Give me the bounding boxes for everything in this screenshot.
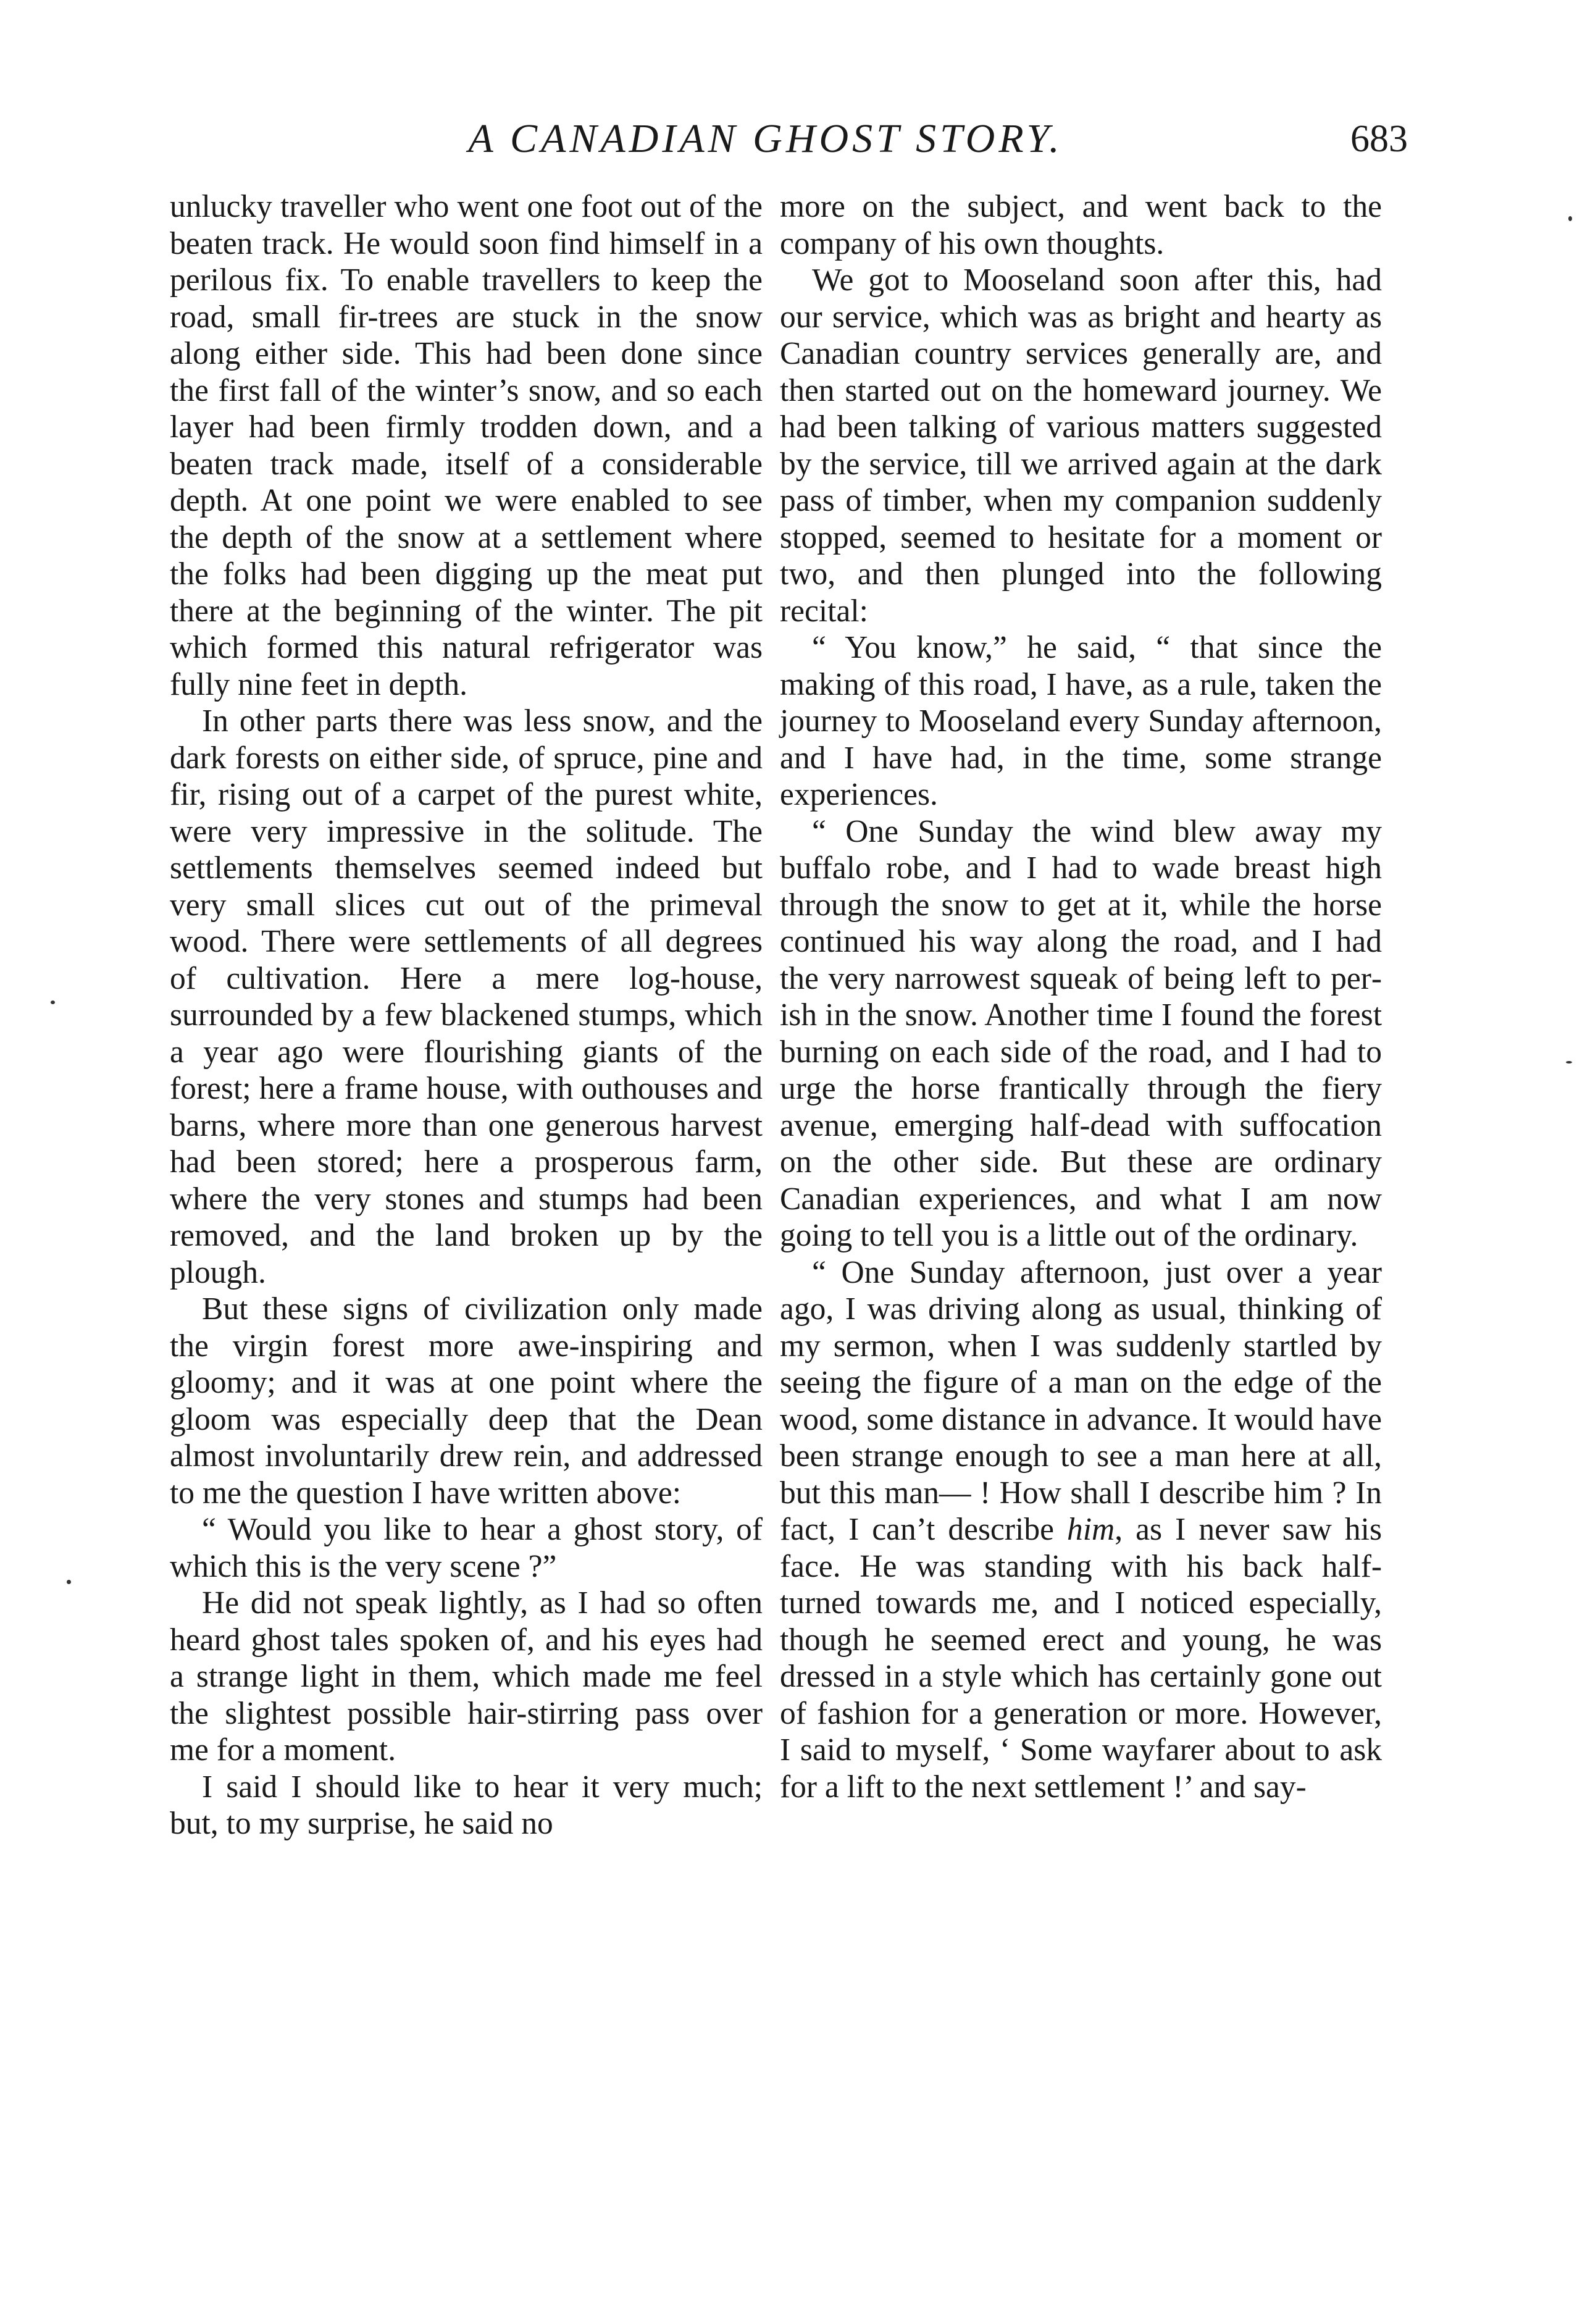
paragraph: We got to Mooseland soon after this, had our service, which was as bright and hearty as Canadian country services generally are, and then started out on the homeward journey. We had been talking of various matters suggested by the service, till we arrived again at the dark pass of timber, when my companion suddenly stopped, seemed to hesitate for a moment or two, and then plunged into the following recital: bbox=[780, 262, 1382, 629]
scan-speck bbox=[51, 1000, 55, 1004]
paragraph: “ One Sunday the wind blew away my buffalo robe, and I had to wade breast high through the snow to get at it, while the horse continued his way along the road, and I had the very narrowest squeak of being left to perish in the snow. Another time I found the forest burning on each side of the road, and I had to urge the horse frantically through the fiery avenue, emerging half-dead with suffocation on the other side. But these are ordinary Canadian experiences, and what I am now going to tell you is a little out of the ordinary. bbox=[780, 813, 1382, 1253]
paragraph-text: “ One Sunday afternoon, just over a year ago, I was driving along as usual, thinking of my sermon, when I was suddenly startled by seeing the figure of a man on the edge of the wood, some distance in advance. It would have been strange enough to see a man here at all, but this man— ! How shall I describe him ? In fact, I can’t describe bbox=[780, 1254, 1382, 1547]
paragraph: I said I should like to hear it very much; but, to my surprise, he said no bbox=[170, 1769, 763, 1841]
paragraph: In other parts there was less snow, and the dark forests on either side, of spruce, pine and fir, rising out of a carpet of the purest white, were very impressive in the solitude. The settlements themselves seemed indeed but very small slices cut out of the primeval wood. There were settlements of all degrees of cultivation. Here a mere log-house, surrounded by a few blackened stumps, which a year ago were flourishing giants of the forest; here a frame house, with outhouses and barns, where more than one generous harvest had been stored; here a prosperous farm, where the very stones and stumps had been removed, and the land broken up by the plough. bbox=[170, 703, 763, 1290]
paragraph: But these signs of civilization only made the virgin forest more awe-inspiring and gloomy; and it was at one point where the gloom was especially deep that the Dean almost involuntarily drew rein, and addressed to me the question I have written above: bbox=[170, 1291, 763, 1511]
scan-speck bbox=[1566, 1061, 1572, 1063]
italic-word: him bbox=[1067, 1512, 1115, 1547]
left-column bbox=[170, 188, 763, 1842]
running-title: A CANADIAN GHOST STORY. bbox=[468, 116, 1063, 161]
right-column bbox=[780, 188, 1382, 1805]
paragraph-text: , as I never saw his face. He was standing with his back half-turned towards me, and I noticed especially, though he seemed erect and young, he was dressed in a style which has certainly gone out of fashion for a generation or more. However, I said to myself, ‘ Some wayfarer about to ask for a lift to the next settlement !’ and say- bbox=[780, 1512, 1382, 1805]
paragraph: unlucky traveller who went one foot out of the beaten track. He would soon find himself in a perilous fix. To enable travellers to keep the road, small fir-trees are stuck in the snow along either side. This had been done since the first fall of the winter’s snow, and so each layer had been firmly trodden down, and a beaten track made, itself of a considerable depth. At one point we were enabled to see the depth of the snow at a settlement where the folks had been digging up the meat put there at the beginning of the winter. The pit which formed this natural refrigerator was fully nine feet in depth. bbox=[170, 189, 763, 702]
paragraph: “ You know,” he said, “ that since the making of this road, I have, as a rule, taken the journey to Mooseland every Sunday afternoon, and I have had, in the time, some strange experiences. bbox=[780, 630, 1382, 812]
paragraph: He did not speak lightly, as I had so often heard ghost tales spoken of, and his eyes had a strange light in them, which made me feel the slightest possible hair-stirring pass over me for a moment. bbox=[170, 1585, 763, 1768]
running-head bbox=[173, 111, 1408, 167]
scan-speck bbox=[67, 1580, 71, 1584]
paragraph: “ Would you like to hear a ghost story, of which this is the very scene ?” bbox=[170, 1512, 763, 1584]
paragraph: more on the subject, and went back to the company of his own thoughts. bbox=[780, 189, 1382, 261]
paragraph bbox=[780, 1254, 1382, 1806]
page-number: 683 bbox=[1350, 118, 1408, 160]
scan-speck bbox=[1568, 216, 1572, 221]
